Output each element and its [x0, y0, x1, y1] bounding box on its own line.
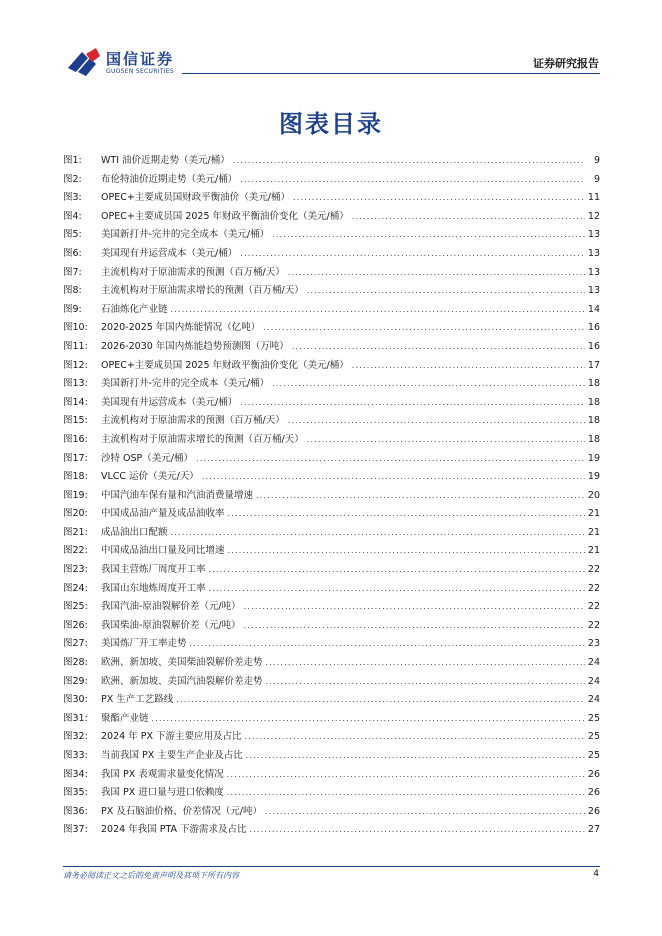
toc-entry[interactable]	[63, 171, 600, 190]
toc-entry[interactable]	[63, 747, 600, 766]
toc-entry[interactable]	[63, 598, 600, 617]
toc-entry-title: 当前我国 PX 主要生产企业及占比	[101, 750, 243, 761]
footer-divider	[63, 866, 600, 867]
toc-dot-leader	[171, 524, 585, 543]
toc-entry-page: 21	[587, 526, 600, 538]
toc-entry-page: 26	[587, 805, 600, 817]
toc-entry-title: OPEC+主要成员国 2025 年财政平衡油价变化（美元/桶）	[101, 210, 349, 222]
toc-entry-title: 中国成品油出口量及同比增速	[101, 545, 225, 557]
toc-entry-title: 2026-2030 年国内炼能趋势预测图（万吨）	[101, 340, 289, 352]
toc-entry[interactable]	[63, 487, 600, 506]
toc-entry-page: 13	[587, 247, 600, 259]
toc-entry[interactable]	[63, 766, 600, 785]
toc-entry-page: 22	[587, 564, 600, 576]
toc-entry-number: 图6:	[63, 247, 82, 259]
toc-entry[interactable]	[63, 282, 600, 301]
toc-entry-number: 图19:	[63, 489, 88, 501]
toc-entry-page: 14	[587, 303, 600, 315]
toc-entry[interactable]	[63, 784, 600, 803]
toc-dot-leader	[228, 505, 585, 524]
toc-entry-page: 18	[587, 396, 600, 408]
toc-entry[interactable]	[63, 561, 600, 580]
toc-dot-leader	[227, 784, 585, 803]
toc-entry-title: PX 生产工艺路线	[101, 694, 174, 706]
toc-entry[interactable]	[63, 245, 600, 264]
toc-entry-title: 美国新打井-完井的完全成本（美元/桶）	[101, 229, 270, 241]
page-title: 图表目录	[279, 110, 383, 138]
toc-entry-page: 26	[587, 787, 600, 799]
toc-entry-page: 19	[587, 452, 600, 464]
toc-dot-leader	[176, 691, 585, 710]
toc-entry[interactable]	[63, 710, 600, 729]
toc-entry-number: 图16:	[63, 433, 88, 445]
toc-entry[interactable]	[63, 468, 600, 487]
toc-dot-leader	[265, 803, 585, 822]
toc-entry-number: 图1:	[63, 155, 82, 166]
toc-entry-number: 图17:	[63, 452, 88, 464]
toc-dot-leader	[288, 412, 585, 431]
toc-entry-number: 图37:	[63, 824, 88, 836]
toc-entry[interactable]	[63, 338, 600, 357]
guosen-logo	[66, 46, 186, 80]
toc-dot-leader	[244, 617, 585, 636]
toc-entry-page: 16	[587, 322, 600, 334]
toc-entry-title: 主流机构对于原油需求的预测（百万桶/天）	[101, 266, 285, 278]
toc-entry-page: 20	[587, 489, 600, 501]
logo-english-name: GUOSEN SECURITIES	[106, 68, 175, 75]
toc-dot-leader	[233, 152, 585, 171]
toc-dot-leader	[190, 635, 585, 654]
toc-dot-leader	[228, 542, 585, 561]
toc-entry-number: 图27:	[63, 638, 88, 650]
toc-entry-number: 图5:	[63, 229, 82, 241]
toc-dot-leader	[209, 580, 585, 599]
toc-dot-leader	[196, 450, 585, 469]
toc-dot-leader	[292, 338, 585, 357]
toc-entry-page: 13	[587, 285, 600, 297]
toc-dot-leader	[244, 598, 585, 617]
toc-entry[interactable]	[63, 803, 600, 822]
toc-dot-leader	[352, 208, 585, 227]
toc-entry-page: 18	[587, 433, 600, 445]
toc-entry[interactable]	[63, 152, 600, 171]
toc-entry-title: WTI 油价近期走势（美元/桶）	[101, 155, 230, 166]
figure-toc-list	[63, 152, 600, 840]
toc-entry-title: OPEC+主要成员国财政平衡油价（美元/桶）	[101, 192, 291, 204]
toc-entry-number: 图23:	[63, 564, 88, 576]
toc-entry-number: 图7:	[63, 266, 82, 278]
toc-entry-page: 27	[587, 824, 600, 836]
toc-dot-leader	[250, 821, 585, 840]
toc-dot-leader	[256, 487, 585, 506]
toc-entry-title: 2020-2025 年国内炼能情况（亿吨）	[101, 322, 261, 334]
toc-entry-number: 图30:	[63, 694, 88, 706]
toc-entry-number: 图34:	[63, 768, 88, 780]
toc-dot-leader	[272, 226, 585, 245]
toc-entry[interactable]	[63, 505, 600, 524]
toc-entry[interactable]	[63, 821, 600, 840]
toc-dot-leader	[240, 245, 585, 264]
toc-entry-page: 22	[587, 582, 600, 594]
toc-entry[interactable]	[63, 431, 600, 450]
toc-entry-page: 22	[587, 619, 600, 631]
toc-entry-number: 图4:	[63, 210, 82, 222]
toc-entry-title: 我国 PX 进口量与进口依赖度	[101, 787, 224, 799]
toc-entry-page: 23	[587, 638, 600, 650]
toc-entry-number: 图15:	[63, 415, 88, 427]
toc-entry-number: 图9:	[63, 303, 82, 315]
toc-entry[interactable]	[63, 208, 600, 227]
toc-dot-leader	[263, 319, 585, 338]
toc-entry-page: 13	[587, 266, 600, 278]
disclaimer-note: 请务必阅读正文之后的免责声明及其项下所有内容	[63, 871, 239, 880]
toc-entry-title: 石油炼化产业链	[101, 303, 168, 315]
toc-entry-page: 21	[587, 508, 600, 520]
toc-entry-number: 图32:	[63, 731, 88, 743]
toc-dot-leader	[244, 728, 584, 747]
toc-dot-leader	[272, 375, 585, 394]
toc-entry-number: 图8:	[63, 285, 82, 297]
toc-dot-leader	[352, 357, 585, 376]
toc-entry-number: 图11:	[63, 340, 88, 352]
toc-entry[interactable]	[63, 542, 600, 561]
toc-entry-number: 图26:	[63, 619, 88, 631]
toc-entry-page: 24	[587, 657, 600, 669]
toc-entry-title: 美国现有井运营成本（美元/桶）	[101, 396, 238, 408]
toc-entry-page: 26	[587, 768, 600, 780]
toc-entry-page: 17	[587, 359, 600, 371]
toc-entry[interactable]	[63, 189, 600, 208]
toc-entry[interactable]	[63, 580, 600, 599]
toc-entry-title: VLCC 运价（美元/天）	[101, 471, 199, 483]
toc-entry-page: 25	[587, 750, 600, 761]
toc-entry-number: 图14:	[63, 396, 88, 408]
toc-entry-title: 我国汽油-原油裂解价差（元/吨）	[101, 601, 241, 613]
toc-dot-leader	[288, 264, 585, 283]
toc-entry-page: 24	[587, 694, 600, 706]
toc-entry-title: 沙特 OSP（美元/桶）	[101, 452, 193, 464]
toc-entry-number: 图21:	[63, 526, 88, 538]
toc-entry-title: 我国主营炼厂周度开工率	[101, 564, 206, 576]
toc-dot-leader	[307, 282, 585, 301]
toc-entry-page: 13	[587, 229, 600, 241]
toc-entry-title: 成品油出口配额	[101, 526, 168, 538]
toc-entry-page: 25	[587, 712, 600, 724]
toc-entry-title: 美国现有井运营成本（美元/桶）	[101, 247, 238, 259]
toc-entry[interactable]	[63, 691, 600, 710]
logo-chinese-name: 国信证券	[106, 50, 175, 68]
toc-entry[interactable]	[63, 264, 600, 283]
toc-entry-page: 22	[587, 601, 600, 613]
toc-entry-number: 图3:	[63, 192, 82, 204]
toc-dot-leader	[240, 171, 585, 190]
toc-entry-page: 24	[587, 675, 600, 687]
toc-entry-title: 我国柴油-原油裂解价差（元/吨）	[101, 619, 241, 631]
toc-entry[interactable]	[63, 412, 600, 431]
toc-entry-page: 19	[587, 471, 600, 483]
page-number: 4	[593, 869, 599, 879]
toc-entry[interactable]	[63, 635, 600, 654]
toc-dot-leader	[240, 394, 585, 413]
toc-entry[interactable]	[63, 394, 600, 413]
toc-entry-number: 图18:	[63, 471, 88, 483]
toc-dot-leader	[246, 747, 585, 766]
toc-entry-title: 2024 年我国 PTA 下游需求及占比	[101, 824, 247, 836]
toc-entry-number: 图36:	[63, 805, 88, 817]
toc-entry[interactable]	[63, 226, 600, 245]
toc-entry-title: 美国新打井-完井的完全成本（美元/桶）	[101, 378, 270, 390]
toc-entry-number: 图13:	[63, 378, 88, 390]
toc-entry-page: 9	[593, 173, 600, 185]
toc-dot-leader	[266, 673, 585, 692]
toc-entry-page: 12	[587, 210, 600, 222]
toc-entry-title: 2024 年 PX 下游主要应用及占比	[101, 731, 242, 743]
toc-entry-page: 18	[587, 378, 600, 390]
toc-entry-page: 9	[593, 155, 600, 166]
toc-entry-page: 18	[587, 415, 600, 427]
toc-entry-title: 主流机构对于原油需求增长的预测（百万桶/天）	[101, 285, 304, 297]
toc-entry-title: 我国 PX 表观需求量变化情况	[101, 768, 224, 780]
toc-entry-number: 图22:	[63, 545, 88, 557]
toc-entry[interactable]	[63, 319, 600, 338]
toc-entry[interactable]	[63, 301, 600, 320]
toc-dot-leader	[202, 468, 585, 487]
toc-entry-title: 主流机构对于原油需求增长的预测（百万桶/天）	[101, 433, 304, 445]
report-type-label: 证券研究报告	[533, 57, 599, 70]
toc-dot-leader	[293, 189, 585, 208]
toc-entry-number: 图12:	[63, 359, 88, 371]
toc-entry-number: 图29:	[63, 675, 88, 687]
toc-entry[interactable]	[63, 728, 600, 747]
toc-entry-title: PX 及石脑油价格、价差情况（元/吨）	[101, 805, 262, 817]
toc-entry-title: 布伦特油价近期走势（美元/桶）	[101, 173, 238, 185]
toc-entry-title: 我国山东地炼周度开工率	[101, 582, 206, 594]
toc-entry-title: 中国汽油车保有量和汽油消费量增速	[101, 489, 254, 501]
toc-entry-page: 16	[587, 340, 600, 352]
toc-entry[interactable]	[63, 375, 600, 394]
toc-entry-number: 图31:	[63, 712, 88, 724]
toc-entry-number: 图2:	[63, 173, 82, 185]
toc-entry-number: 图35:	[63, 787, 88, 799]
guosen-logo-icon	[66, 46, 104, 78]
toc-entry[interactable]	[63, 617, 600, 636]
toc-entry-number: 图33:	[63, 750, 88, 761]
toc-entry-title: 美国炼厂开工率走势	[101, 638, 187, 650]
toc-entry-title: OPEC+主要成员国 2025 年财政平衡油价变化（美元/桶）	[101, 359, 349, 371]
header-divider	[182, 73, 600, 74]
toc-entry[interactable]	[63, 357, 600, 376]
toc-dot-leader	[307, 431, 585, 450]
toc-dot-leader	[152, 710, 585, 729]
toc-entry-number: 图25:	[63, 601, 88, 613]
toc-entry-title: 中国成品油产量及成品油收率	[101, 508, 225, 520]
toc-dot-leader	[266, 654, 585, 673]
toc-dot-leader	[171, 301, 585, 320]
toc-entry-page: 25	[587, 731, 600, 743]
toc-entry-title: 主流机构对于原油需求的预测（百万桶/天）	[101, 415, 285, 427]
toc-entry-title: 欧洲、新加坡、美国柴油裂解价差走势	[101, 657, 263, 669]
toc-entry-number: 图20:	[63, 508, 88, 520]
toc-entry-number: 图10:	[63, 322, 88, 334]
toc-entry[interactable]	[63, 673, 600, 692]
toc-entry-number: 图28:	[63, 657, 88, 669]
toc-entry[interactable]	[63, 524, 600, 543]
toc-entry[interactable]	[63, 654, 600, 673]
toc-entry-page: 21	[587, 545, 600, 557]
toc-entry-title: 聚酯产业链	[101, 712, 149, 724]
toc-entry-number: 图24:	[63, 582, 88, 594]
toc-entry[interactable]	[63, 450, 600, 469]
toc-entry-title: 欧洲、新加坡、美国汽油裂解价差走势	[101, 675, 263, 687]
toc-dot-leader	[227, 766, 585, 785]
page-header	[0, 0, 662, 80]
toc-entry-page: 11	[587, 192, 600, 204]
toc-dot-leader	[209, 561, 585, 580]
